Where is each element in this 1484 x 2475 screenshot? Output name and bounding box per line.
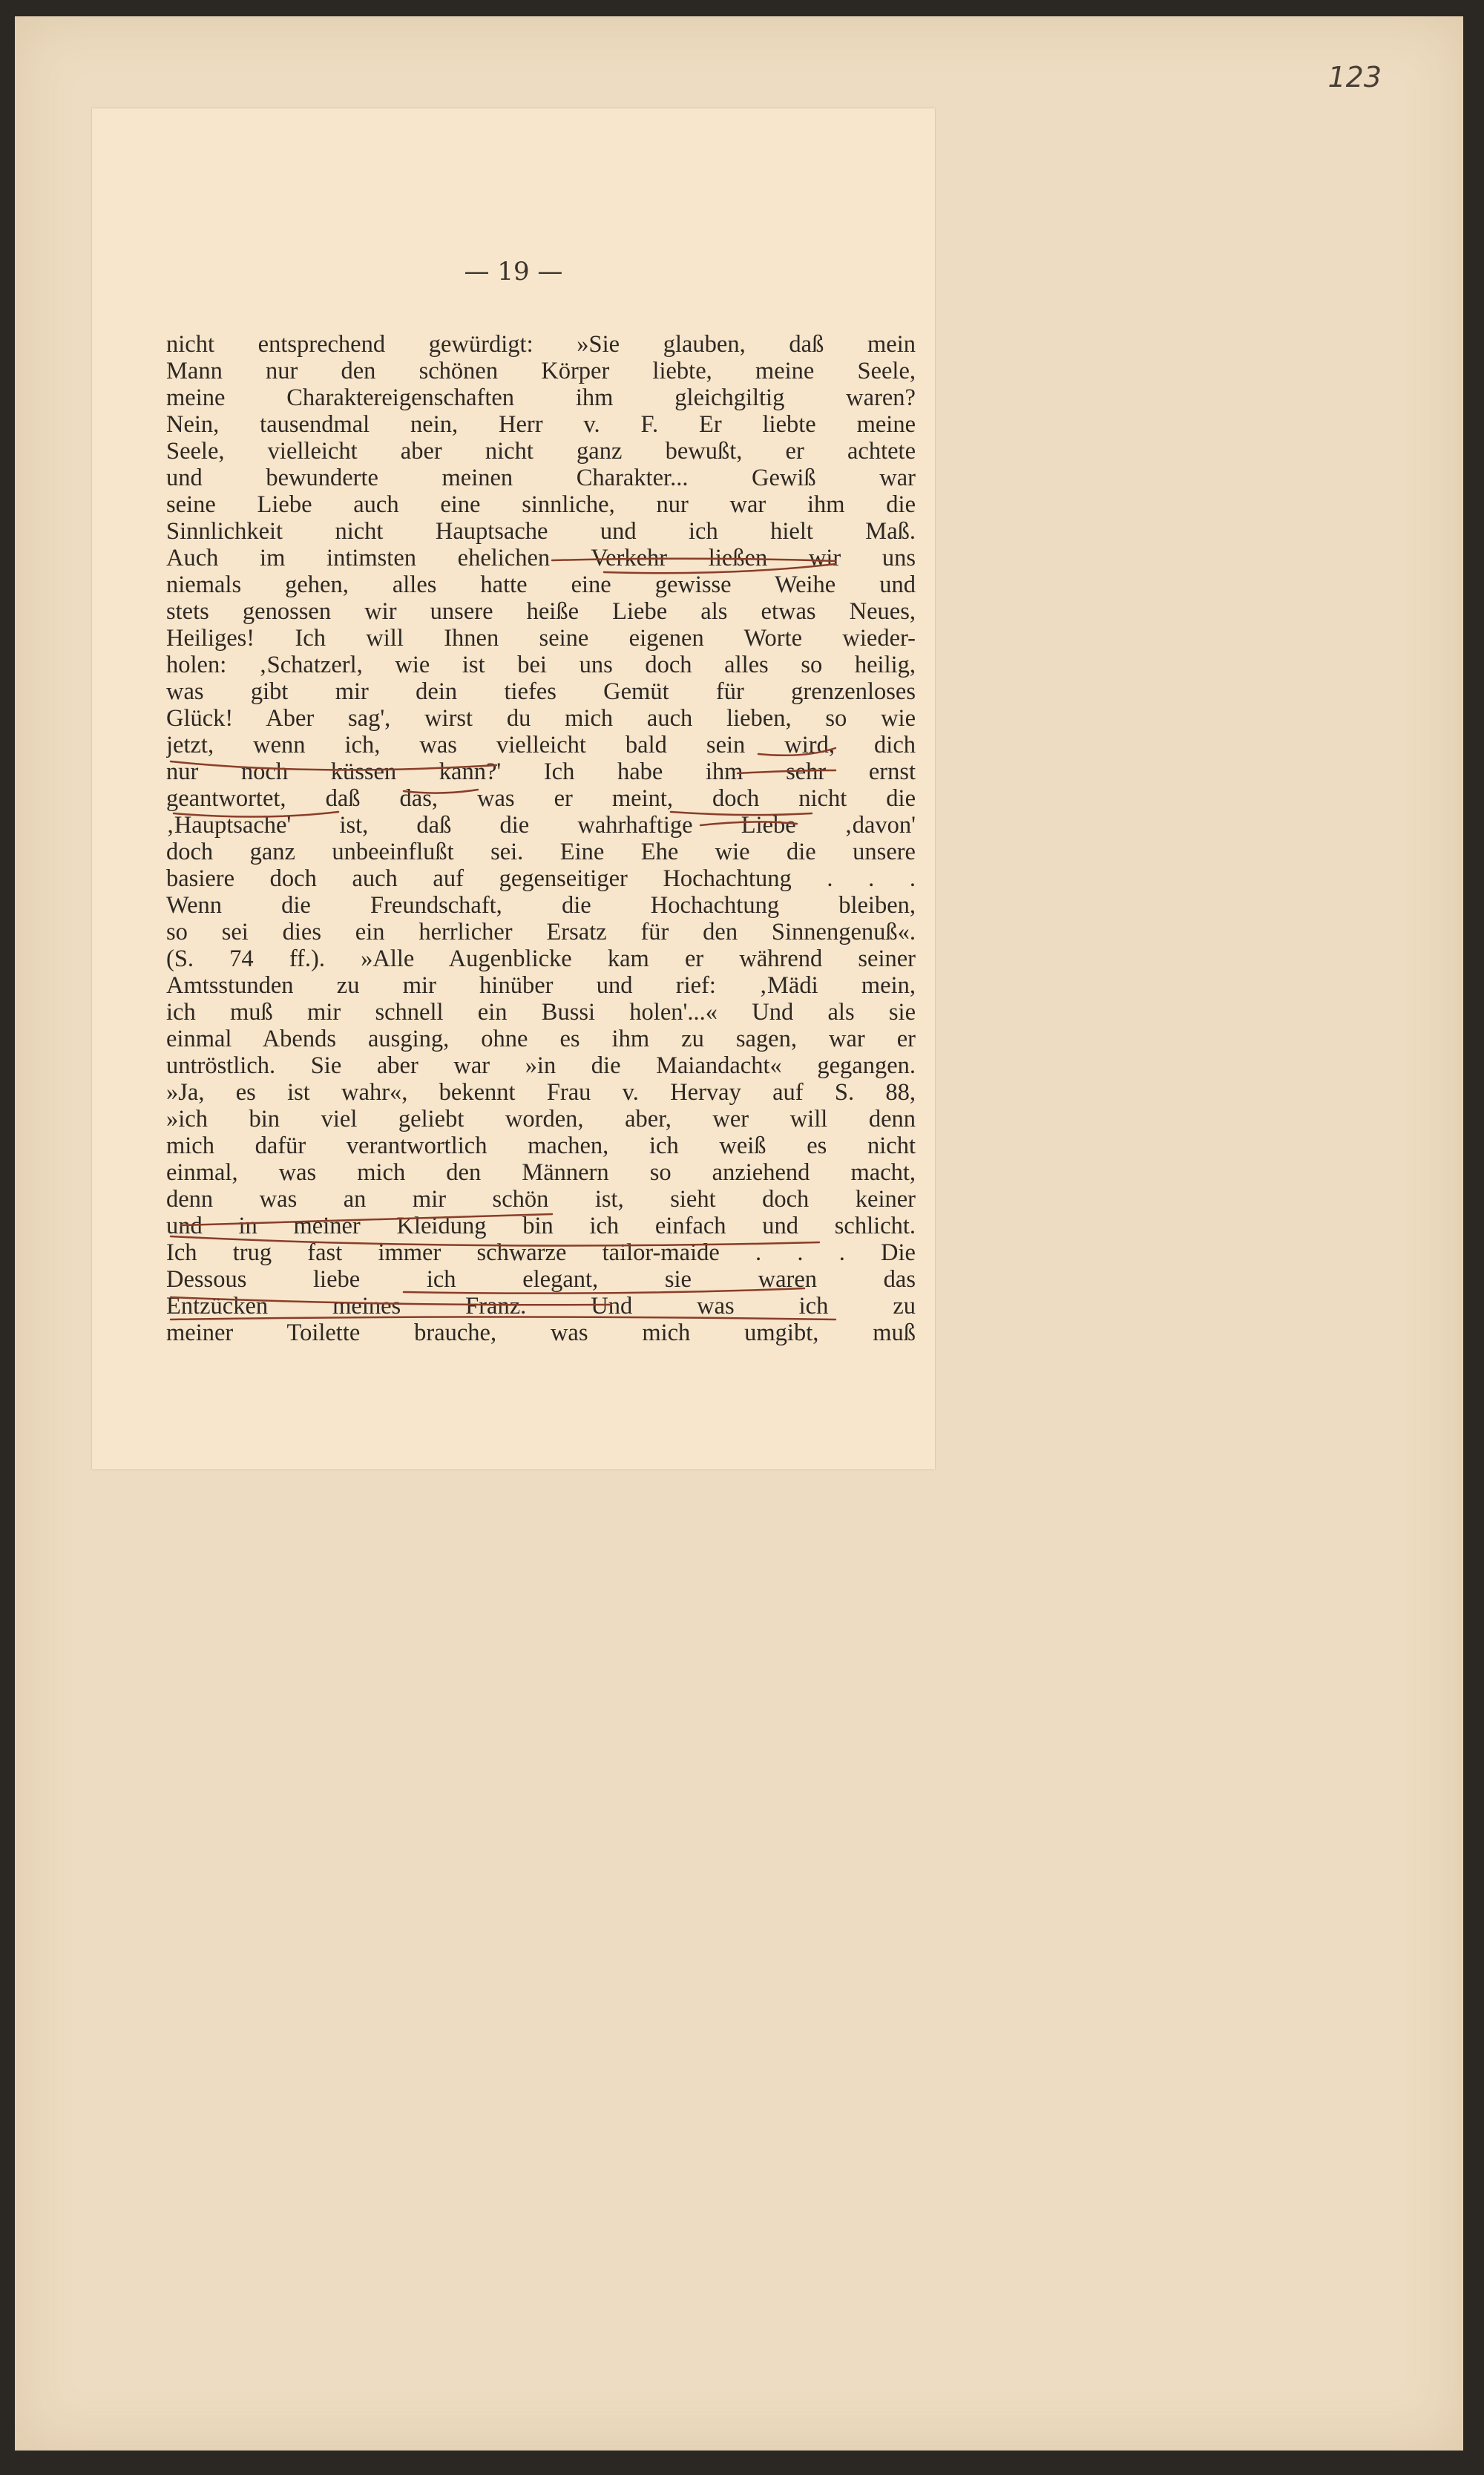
article-text xyxy=(166,331,916,1346)
text-line: Dessous liebe ich elegant, sie waren das xyxy=(166,1266,916,1293)
page-number: — 19 — xyxy=(464,257,563,286)
archive-number: 123 xyxy=(1327,61,1382,94)
text-line: stets genossen wir unsere heiße Liebe als etwas Neues, xyxy=(166,598,916,625)
text-line: seine Liebe auch eine sinnliche, nur war ihm die xyxy=(166,491,916,518)
text-line: nicht entsprechend gewürdigt: »Sie glauben, daß mein xyxy=(166,331,916,358)
text-line: Glück! Aber sag', wirst du mich auch lieben, so wie xyxy=(166,705,916,732)
text-line: meiner Toilette brauche, was mich umgibt, muß xyxy=(166,1320,916,1346)
newspaper-clipping xyxy=(92,108,935,1469)
text-line: Auch im intimsten ehelichen Verkehr ließen wir uns xyxy=(166,545,916,571)
text-line: und in meiner Kleidung bin ich einfach und schlicht. xyxy=(166,1213,916,1239)
text-line: Mann nur den schönen Körper liebte, meine Seele, xyxy=(166,358,916,384)
text-line: Seele, vielleicht aber nicht ganz bewußt, er achtete xyxy=(166,438,916,465)
text-line: ich muß mir schnell ein Bussi holen'...« Und als sie xyxy=(166,999,916,1026)
text-line: doch ganz unbeeinflußt sei. Eine Ehe wie die unsere xyxy=(166,839,916,865)
text-line: basiere doch auch auf gegenseitiger Hochachtung . . . xyxy=(166,865,916,892)
text-line: Amtsstunden zu mir hinüber und rief: ‚Mädi mein, xyxy=(166,972,916,999)
text-line: einmal Abends ausging, ohne es ihm zu sagen, war er xyxy=(166,1026,916,1052)
text-line: geantwortet, daß das, was er meint, doch nicht die xyxy=(166,785,916,812)
text-line: Nein, tausendmal nein, Herr v. F. Er liebte meine xyxy=(166,411,916,438)
text-line: Sinnlichkeit nicht Hauptsache und ich hielt Maß. xyxy=(166,518,916,545)
text-line: und bewunderte meinen Charakter... Gewiß war xyxy=(166,465,916,491)
text-line: (S. 74 ff.). »Alle Augenblicke kam er während seiner xyxy=(166,945,916,972)
text-line: einmal, was mich den Männern so anziehend macht, xyxy=(166,1159,916,1186)
text-line: Entzücken meines Franz. Und was ich zu xyxy=(166,1293,916,1320)
text-line: »ich bin viel geliebt worden, aber, wer will denn xyxy=(166,1106,916,1132)
text-line: was gibt mir dein tiefes Gemüt für grenzenloses xyxy=(166,678,916,705)
text-line: mich dafür verantwortlich machen, ich weiß es nicht xyxy=(166,1132,916,1159)
text-line: denn was an mir schön ist, sieht doch keiner xyxy=(166,1186,916,1213)
text-line: ‚Hauptsache' ist, daß die wahrhaftige Liebe ‚davon' xyxy=(166,812,916,839)
text-line: niemals gehen, alles hatte eine gewisse Weihe und xyxy=(166,571,916,598)
text-line: »Ja, es ist wahr«, bekennt Frau v. Hervay auf S. 88, xyxy=(166,1079,916,1106)
text-line: Heiliges! Ich will Ihnen seine eigenen Worte wieder- xyxy=(166,625,916,652)
text-line: holen: ‚Schatzerl, wie ist bei uns doch alles so heilig, xyxy=(166,652,916,678)
text-line: meine Charaktereigenschaften ihm gleichgiltig waren? xyxy=(166,384,916,411)
text-line: so sei dies ein herrlicher Ersatz für den Sinnengenuß«. xyxy=(166,919,916,945)
archive-sheet xyxy=(15,16,1463,2451)
text-line: nur noch küssen kann?' Ich habe ihm sehr ernst xyxy=(166,758,916,785)
text-line: jetzt, wenn ich, was vielleicht bald sein wird, dich xyxy=(166,732,916,758)
text-line: untröstlich. Sie aber war »in die Maiandacht« gegangen. xyxy=(166,1052,916,1079)
text-line: Ich trug fast immer schwarze tailor-maide . . . Die xyxy=(166,1239,916,1266)
text-line: Wenn die Freundschaft, die Hochachtung bleiben, xyxy=(166,892,916,919)
